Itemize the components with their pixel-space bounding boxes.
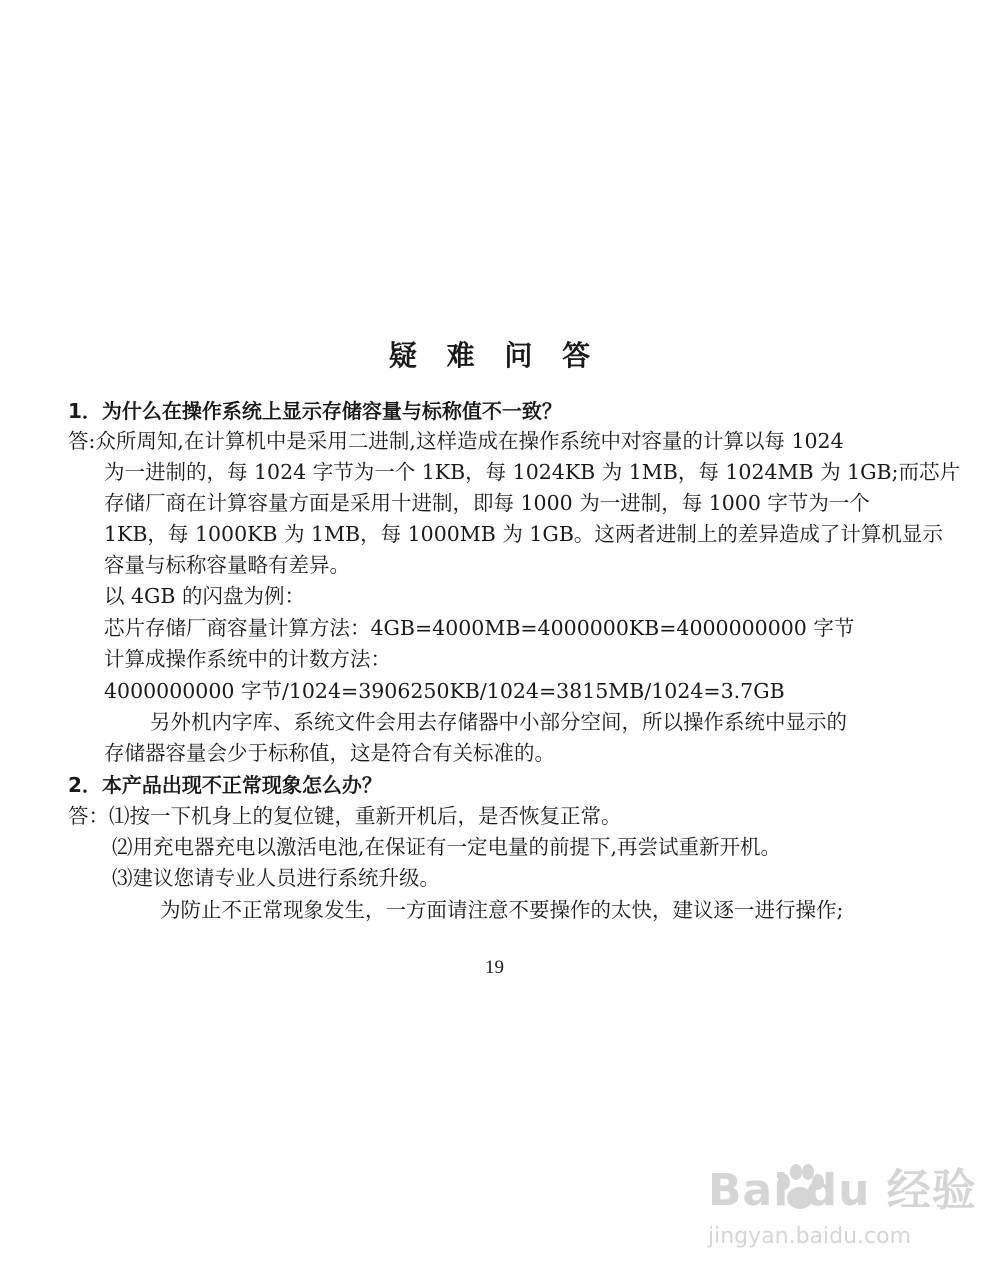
answer-1-line-5: 容量与标称容量略有差异。 [104, 553, 350, 577]
os-calc-formula: 4000000000 字节/1024=3906250KB/1024=3815MB/1024=3.7GB [104, 679, 785, 703]
page-title: 疑 难 问 答 [388, 339, 601, 372]
page-number: 19 [485, 957, 504, 978]
answer-1-note-line-1: 另外机内字库、系统文件会用去存储器中小部分空间，所以操作系统中显示的 [150, 710, 847, 734]
answer-2-note: 为防止不正常现象发生，一方面请注意不要操作的太快，建议逐一进行操作; [160, 898, 844, 922]
answer-2-step-3: ⑶建议您请专业人员进行系统升级。 [112, 866, 440, 890]
answer-2-step-1: 答：⑴按一下机身上的复位键，重新开机后，是否恢复正常。 [68, 804, 622, 828]
watermark-url: jingyan.baidu.com [708, 1224, 912, 1249]
watermark-brand: Bai du 经验 [708, 1165, 977, 1216]
answer-2-step-2: ⑵用充电器充电以激活电池,在保证有一定电量的前提下,再尝试重新开机。 [112, 835, 782, 859]
os-calc-label: 计算成操作系统中的计数方法： [104, 647, 391, 671]
vendor-calc: 芯片存储厂商容量计算方法：4GB=4000MB=4000000KB=4000000000 字节 [104, 616, 855, 640]
answer-1-line-1: 答:众所周知,在计算机中是采用二进制,这样造成在操作系统中对容量的计算以每 1024 [68, 429, 844, 453]
example-intro: 以 4GB 的闪盘为例： [104, 584, 306, 608]
answer-1-line-4: 1KB，每 1000KB 为 1MB，每 1000MB 为 1GB。这两者进制上的差异造成了计算机显示 [104, 522, 943, 546]
question-2: 2．本产品出现不正常现象怎么办？ [68, 773, 382, 797]
answer-1-line-2: 为一进制的，每 1024 字节为一个 1KB，每 1024KB 为 1MB，每 1024MB 为 1GB;而芯片 [104, 460, 961, 484]
answer-1-line-3: 存储厂商在计算容量方面是采用十进制，即每 1000 为一进制，每 1000 字节为一个 [104, 491, 870, 515]
question-1: 1．为什么在操作系统上显示存储容量与标称值不一致？ [68, 399, 562, 423]
answer-1-note-line-2: 存储器容量会少于标称值，这是符合有关标准的。 [104, 741, 555, 765]
watermark [700, 1150, 980, 1270]
